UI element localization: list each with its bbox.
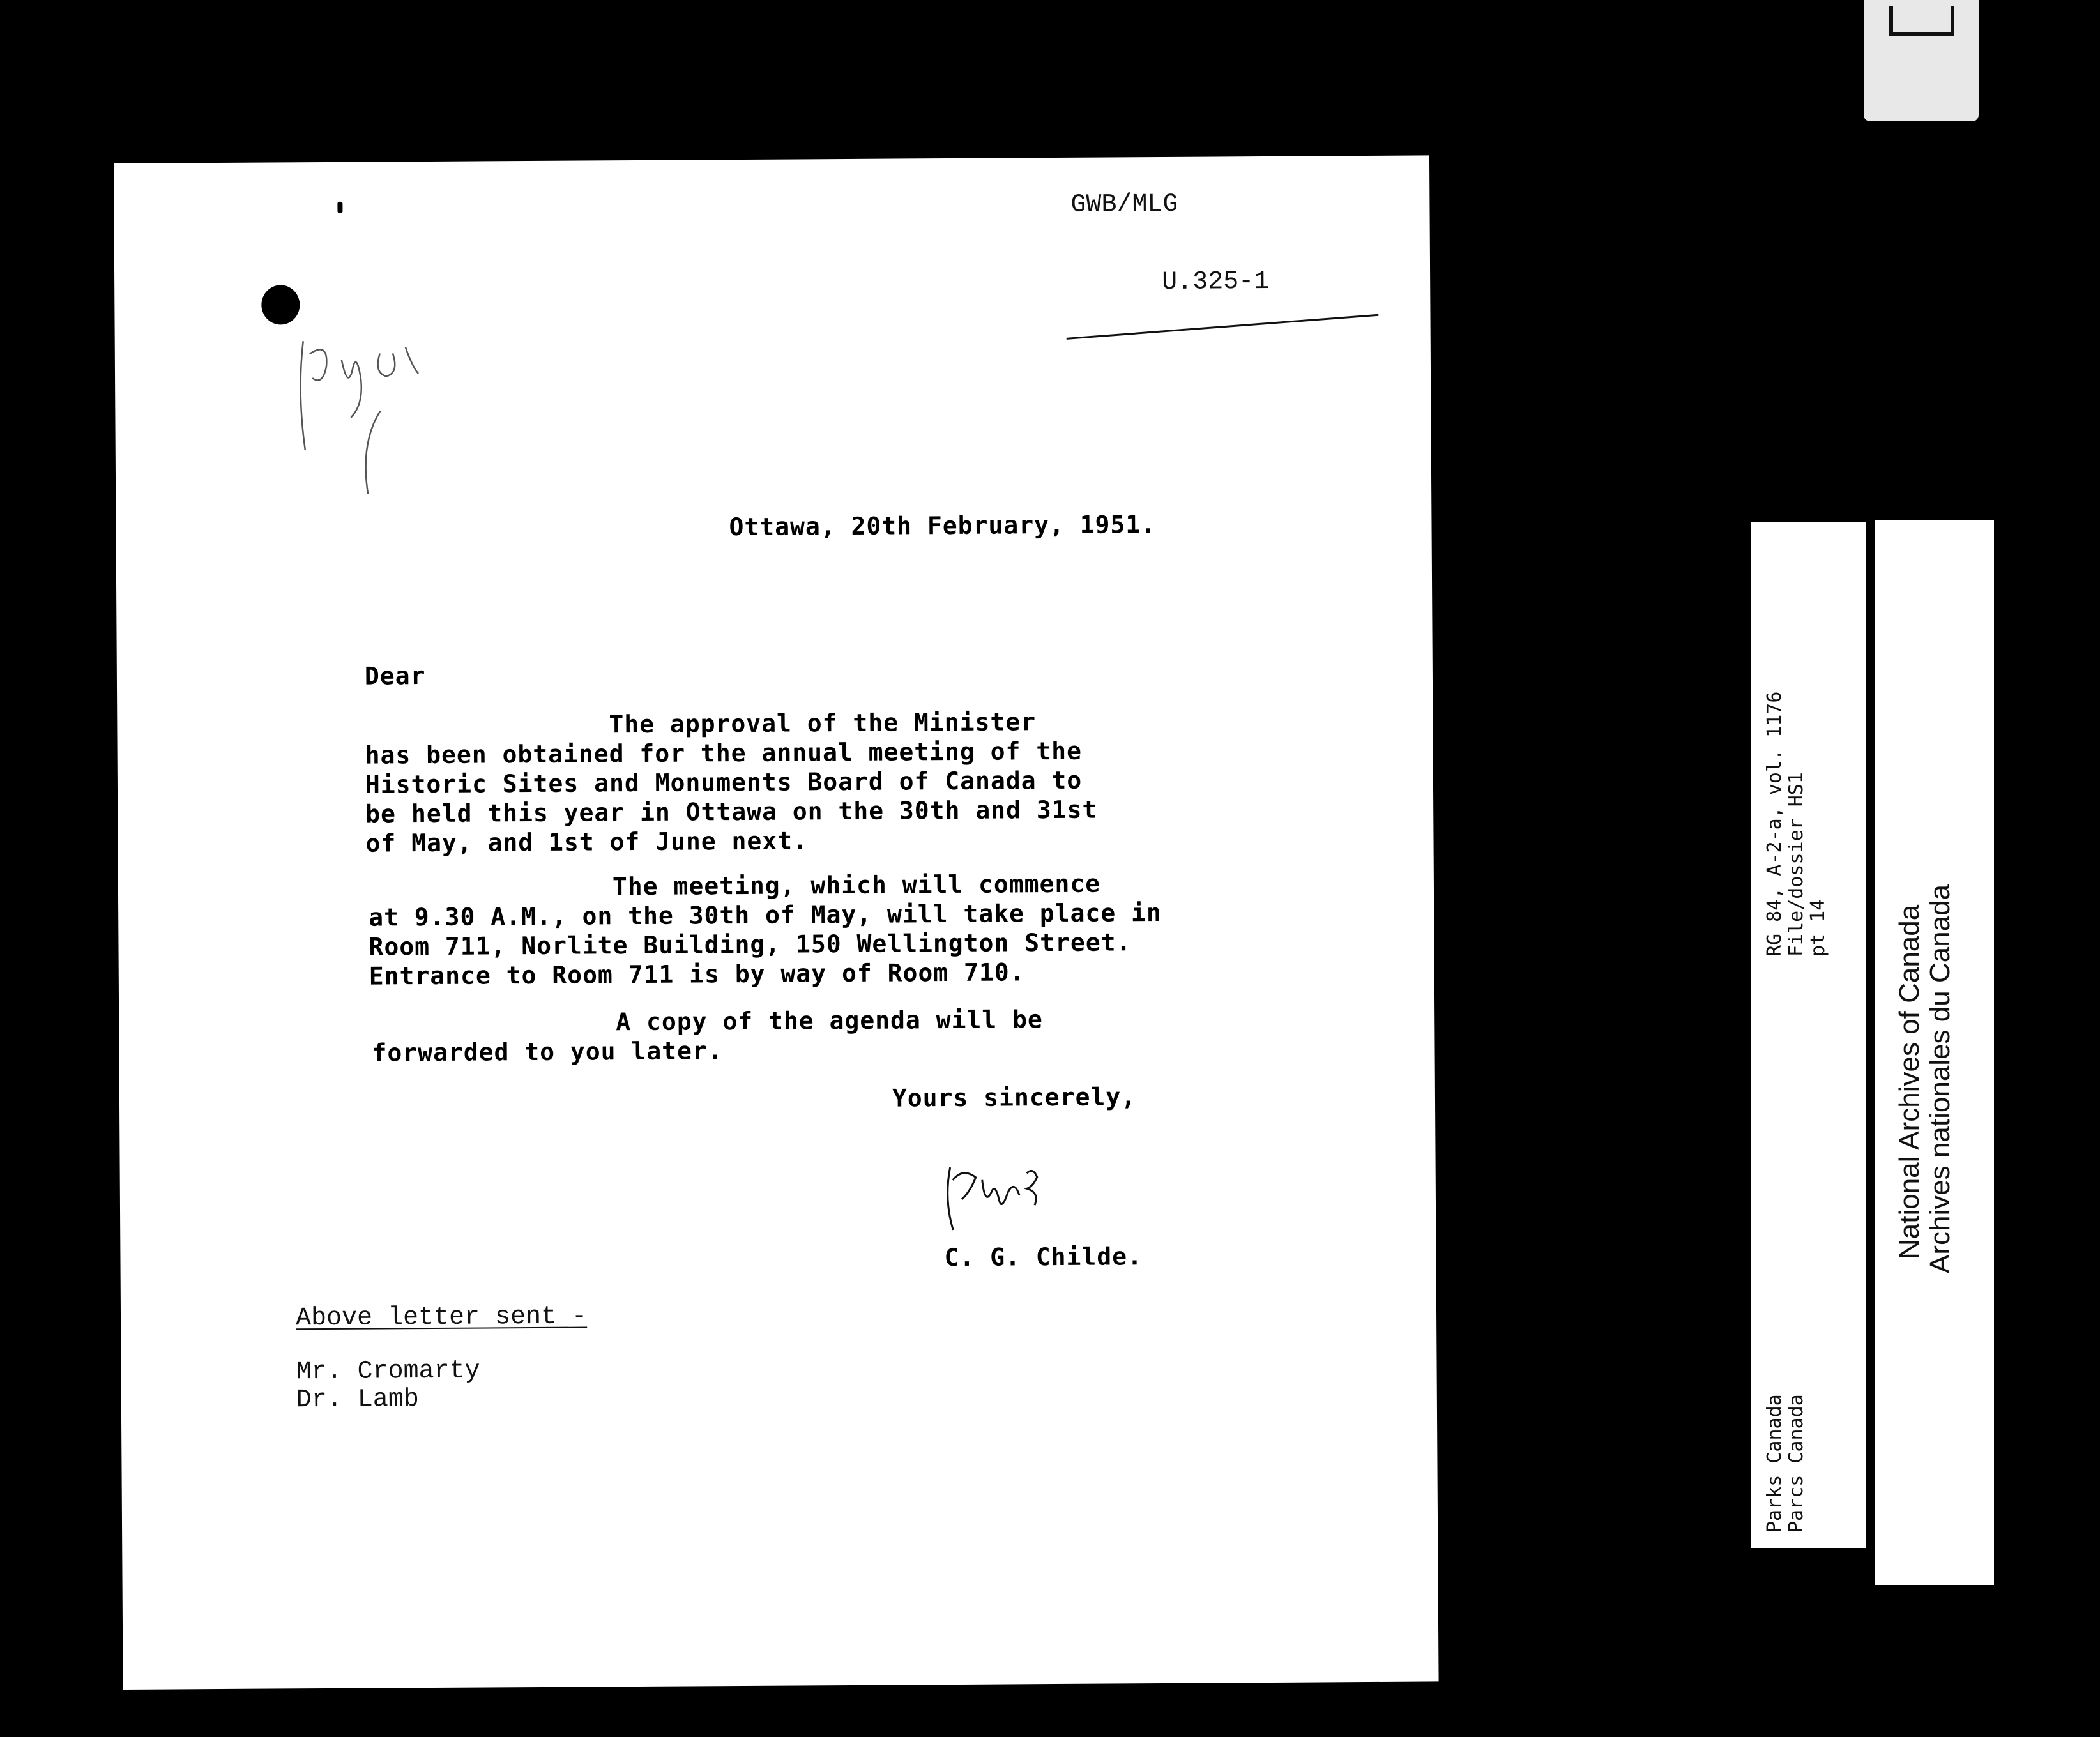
speck <box>1259 84 1266 89</box>
ink-mark <box>337 202 342 213</box>
paragraph-line: The meeting, which will commence <box>368 869 1101 902</box>
institution-name-fr: Archives nationales du Canada <box>1924 884 1956 1273</box>
signer-name: C. G. Childe. <box>944 1242 1143 1272</box>
recipient: Mr. Cromarty <box>296 1356 480 1387</box>
frame-marker-bracket <box>1889 6 1954 36</box>
typist-initials: GWB/MLG <box>1070 190 1178 220</box>
paragraph-line: Room 711, Norlite Building, 150 Wellington Street. <box>369 928 1132 961</box>
handwritten-signature <box>938 1154 1060 1238</box>
paragraph-line: Historic Sites and Monuments Board of Canada to <box>365 766 1083 799</box>
closing: Yours sincerely, <box>892 1082 1137 1112</box>
paragraph-line: at 9.30 A.M., on the 30th of May, will take place in <box>369 898 1162 932</box>
paragraph-line: Entrance to Room 711 is by way of Room 710. <box>369 958 1025 990</box>
corner-frame-marker <box>1864 0 1979 121</box>
file-reference: U.325-1 <box>1162 267 1270 297</box>
letter-page <box>114 155 1439 1690</box>
date-line: Ottawa, 20th February, 1951. <box>729 510 1157 542</box>
paragraph-line: be held this year in Ottawa on the 30th and 31st <box>365 795 1098 828</box>
department-name: Parcs Canada <box>1785 1394 1807 1533</box>
recipient: Dr. Lamb <box>296 1385 420 1415</box>
archive-reference-label <box>1751 522 1866 1548</box>
paragraph-line: forwarded to you later. <box>372 1036 723 1067</box>
paragraph-line: of May, and 1st of June next. <box>365 826 809 858</box>
sent-note: Above letter sent - <box>295 1302 588 1333</box>
paragraph-line: A copy of the agenda will be <box>372 1005 1043 1038</box>
paragraph-line: The approval of the Minister <box>365 708 1037 740</box>
institution-name-en: National Archives of Canada <box>1894 904 1925 1259</box>
paragraph-line: has been obtained for the annual meeting of the <box>365 736 1083 770</box>
reference-line: File/dossier HS1 <box>1785 772 1807 957</box>
department-name: Parks Canada <box>1763 1394 1786 1533</box>
reference-line: pt 14 <box>1807 899 1829 957</box>
handwritten-initials-top <box>284 315 432 507</box>
salutation: Dear <box>364 662 426 690</box>
reference-underline <box>1067 314 1379 340</box>
archives-institution-label <box>1875 520 1994 1585</box>
reference-line: RG 84, A-2-a, vol. 1176 <box>1763 691 1786 957</box>
